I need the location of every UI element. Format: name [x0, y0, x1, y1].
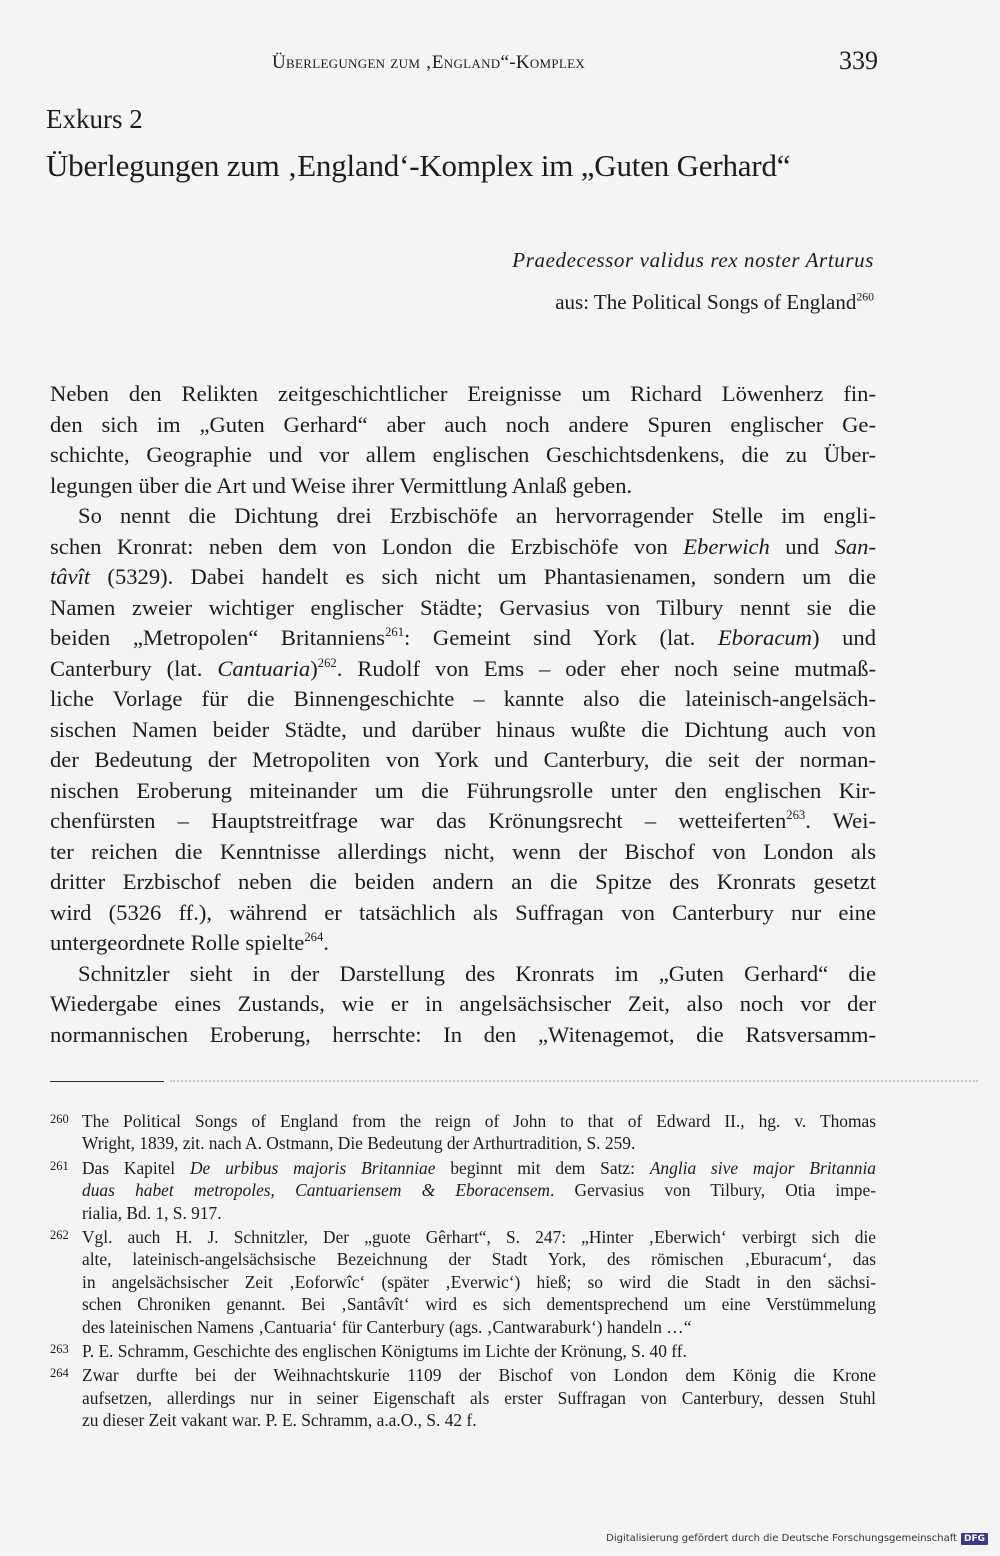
chapter-title: Überlegungen zum ‚England‘-Komplex im „Guten Gerhard“ — [46, 148, 791, 183]
footnote-line: The Political Songs of England from the reign of John to that of Edward II., hg. v. Thomas — [82, 1111, 876, 1131]
excursus-label: Exkurs 2 — [46, 104, 143, 134]
footnote-ref[interactable]: 264 — [304, 929, 324, 944]
text-run: Das Kapitel — [82, 1157, 190, 1178]
text-run: . Gervasius von Tilbury, Otia impe- — [550, 1180, 876, 1201]
text-line — [50, 806, 876, 837]
paragraph-2 — [50, 501, 876, 959]
footnote-line: rialia, Bd. 1, S. 917. — [82, 1202, 222, 1223]
text-line — [50, 928, 876, 959]
footnote-line — [82, 1179, 876, 1201]
footnote-ref[interactable]: 261 — [385, 624, 405, 639]
text-run: ) und — [811, 625, 876, 650]
text-run: und — [769, 533, 835, 559]
footnote-line — [82, 1157, 876, 1179]
text-run: schen Kronrat: neben dem von London die Erzbischöfe von — [50, 533, 684, 559]
footnote-ref[interactable]: 263 — [786, 807, 806, 822]
text-run: . Wei- — [805, 808, 876, 833]
place-name: tâvît — [50, 564, 91, 589]
footnote-line: Vgl. auch H. J. Schnitzler, Der „guote Gêrhart“, S. 247: „Hinter ‚Eberwich‘ verbirgt sich die — [82, 1227, 876, 1248]
text-line — [50, 623, 876, 654]
footnote-264 — [50, 1364, 876, 1431]
latin-term: Anglia sive major Britannia — [649, 1157, 876, 1178]
text-run: . — [323, 930, 329, 955]
epigraph — [512, 248, 874, 315]
footnotes — [50, 1110, 876, 1434]
main-text — [50, 379, 876, 1050]
scan-bleed-dots — [170, 1080, 978, 1084]
text-line: den sich im „Guten Gerhard“ aber auch noch andere Spuren englischer Ge- — [50, 411, 876, 437]
footnote-number: 264 — [50, 1366, 69, 1381]
footnote-261 — [50, 1157, 876, 1224]
text-run: chenfürsten – Hauptstreitfrage war das Krönungsrecht – wetteiferten — [50, 808, 787, 833]
footnote-line: schen Chroniken genannt. Bei ‚Santâvît‘ wird es sich dementsprechend um eine Verstümmelung — [82, 1294, 876, 1315]
text-line: dritter Erzbischof neben die beiden andern an die Spitze des Kronrats gesetzt — [50, 869, 876, 894]
footnote-line: P. E. Schramm, Geschichte des englischen Königtums im Lichte der Krönung, S. 40 ff. — [82, 1341, 687, 1362]
text-line: normannischen Eroberung, herrschte: In den „Witenagemot, die Ratsversamm- — [50, 1021, 876, 1047]
text-line — [50, 654, 876, 685]
footnote-line: des lateinischen Namens ‚Cantuaria‘ für Canterbury (ags. ‚Cantwaraburk‘) handeln …“ — [82, 1316, 692, 1337]
footnote-262 — [50, 1226, 876, 1338]
text-run: ) — [310, 655, 318, 681]
text-line: Wiedergabe eines Zustands, wie er in angelsächsischer Zeit, also noch vor der — [50, 991, 876, 1016]
text-line: sischen Namen beider Städte, und darüber hinaus wußte die Dichtung auch von — [50, 716, 876, 742]
epigraph-source-text: aus: The Political Songs of England — [555, 290, 857, 314]
text-line: liche Vorlage für die Binnengeschichte – kannte also die lateinisch-angelsäch- — [50, 686, 876, 711]
text-run: untergeordnete Rolle spielte — [50, 930, 305, 955]
text-run: (5329). Dabei handelt es sich nicht um Phantasienamen, sondern um die — [90, 564, 876, 589]
text-line: schichte, Geographie und vor allem englischen Geschichtsdenkens, die zu Über- — [50, 442, 876, 467]
text-line: der Bedeutung der Metropoliten von York und Canterbury, die seit der norman- — [50, 747, 876, 772]
latin-term: duas habet metropoles, Cantuariensem & Eboracensem — [82, 1180, 550, 1201]
footnote-number: 261 — [50, 1158, 69, 1173]
footnote-ref[interactable]: 260 — [856, 290, 874, 304]
text-line: legungen über die Art und Weise ihrer Vermittlung Anlaß geben. — [50, 472, 633, 498]
footnote-ref[interactable]: 262 — [317, 655, 337, 670]
place-name: San- — [834, 533, 876, 559]
epigraph-source — [512, 290, 874, 315]
latin-term: Eboracum — [717, 625, 812, 650]
running-title: Überlegungen zum ‚England“-Komplex — [272, 52, 586, 73]
running-head — [50, 46, 878, 80]
footnote-260 — [50, 1110, 876, 1155]
footnote-number: 260 — [50, 1112, 69, 1126]
place-name: Eberwich — [683, 533, 770, 559]
text-run: . Rudolf von Ems – oder eher noch seine mutmaß- — [336, 655, 876, 681]
dfg-logo: DFG — [961, 1533, 988, 1545]
epigraph-quote: Praedecessor validus rex noster Arturus — [512, 248, 874, 272]
paragraph-3 — [50, 959, 876, 1051]
footnote-263 — [50, 1340, 876, 1362]
text-line: Schnitzler sieht in der Darstellung des Kronrats im „Guten Gerhard“ die — [78, 960, 876, 986]
footnote-line: in angelsächsischer Zeit ‚Eoforwîc‘ (später ‚Everwic‘) hieß; so wird die Stadt in den sächsi- — [82, 1271, 876, 1292]
footnote-line: Wright, 1839, zit. nach A. Ostmann, Die Bedeutung der Arthurtradition, S. 259. — [82, 1133, 636, 1154]
footnote-number: 262 — [50, 1228, 69, 1243]
footnote-line: aufsetzen, allerdings nur in seiner Eigenschaft als erster Suffragan von Canterbury, dessen Stuhl — [82, 1387, 876, 1408]
text-line — [50, 562, 876, 593]
text-run: Canterbury (lat. — [50, 655, 218, 681]
footnote-number: 263 — [50, 1342, 69, 1357]
footnote-line: Zwar durfte bei der Weihnachtskurie 1109 der Bischof von London dem König die Krone — [82, 1365, 876, 1386]
footnote-line: alte, lateinisch-angelsächsische Bezeichnung der Stadt York, des römischen ‚Eburacum‘, das — [82, 1249, 876, 1270]
latin-term: De urbibus majoris Britanniae — [189, 1157, 436, 1178]
text-line: nischen Eroberung miteinander um die Führungsrolle unter den englischen Kir- — [50, 777, 876, 803]
text-line — [50, 532, 876, 563]
text-run: beiden „Metropolen“ Britanniens — [50, 625, 386, 650]
page-number: 339 — [839, 46, 878, 75]
text-line: So nennt die Dichtung drei Erzbischöfe an hervorragender Stelle im engli- — [78, 503, 876, 528]
text-line: Namen zweier wichtiger englischer Städte; Gervasius von Tilbury nennt sie die — [50, 594, 876, 620]
credit-text: Digitalisierung gefördert durch die Deutsche Forschungsgemeinschaft — [606, 1533, 957, 1544]
digitization-credit — [606, 1533, 988, 1545]
footnote-line: zu dieser Zeit vakant war. P. E. Schramm, a.a.O., S. 42 f. — [82, 1410, 477, 1431]
text-line: Neben den Relikten zeitgeschichtlicher Ereignisse um Richard Löwenherz fin- — [50, 381, 876, 406]
paragraph-1 — [50, 379, 876, 501]
text-line: ter reichen die Kenntnisse allerdings nicht, wenn der Bischof von London als — [50, 838, 876, 864]
text-run: : Gemeint sind York (lat. — [404, 625, 718, 650]
text-line: wird (5326 ff.), während er tatsächlich als Suffragan von Canterbury nur eine — [50, 899, 876, 925]
text-run: beginnt mit dem Satz: — [435, 1157, 650, 1178]
latin-term: Cantuaria — [217, 655, 311, 681]
footnote-rule — [50, 1081, 164, 1082]
